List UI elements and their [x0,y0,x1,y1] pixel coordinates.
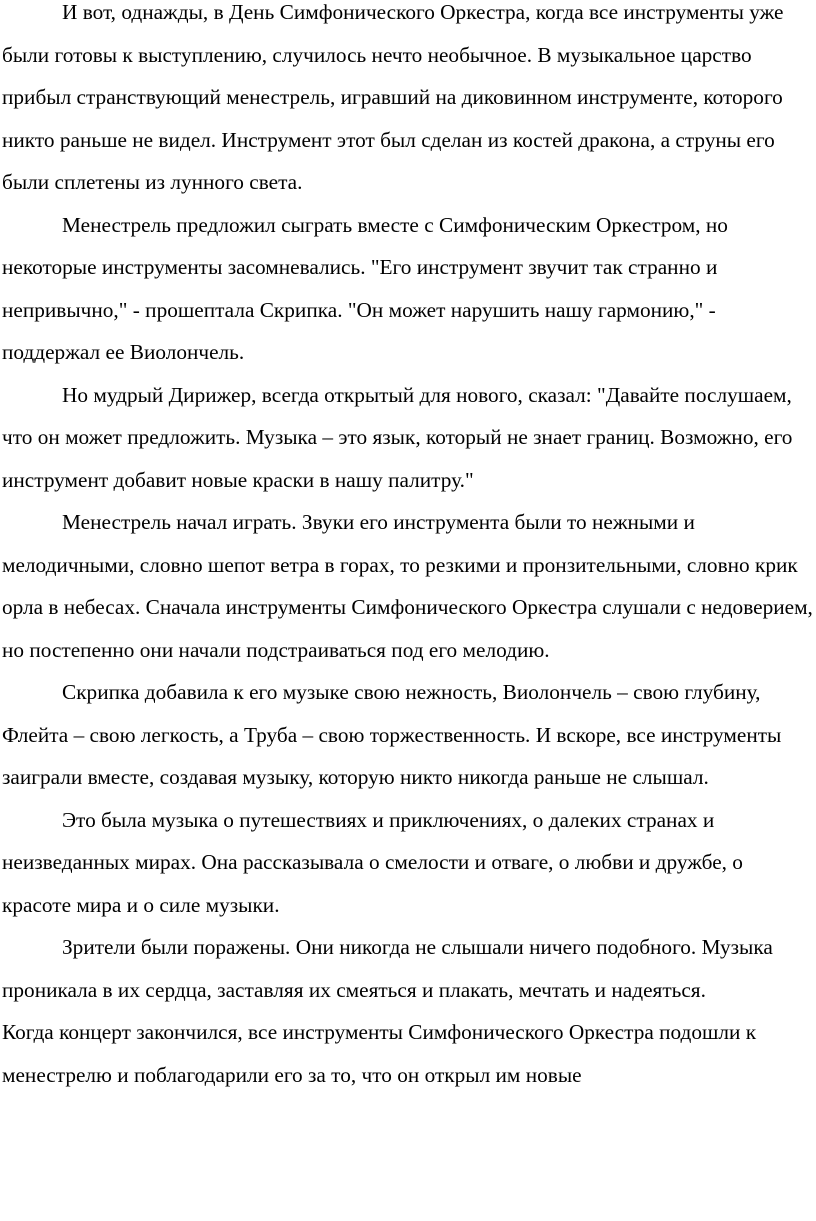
paragraph-8: Когда концерт закончился, все инструменты Симфонического Оркестра подошли к менестрелю и поблагодарили его за то, что он открыл им новые [2,1020,757,1087]
paragraph-3: Но мудрый Дирижер, всегда открытый для нового, сказал: "Давайте послушаем, что он может предложить. Музыка – это язык, который не знает границ. Возможно, его инструмент добавит новые краски в нашу палитру." [2,382,793,492]
paragraph-4: Менестрель начал играть. Звуки его инструмента были то нежными и мелодичными, словно шепот ветра в горах, то резкими и пронзительными, словно крик орла в небесах. Сначала инструменты Симфонического Оркестра слушали с недоверием, но постепенно они начали подстраиваться под его мелодию. [2,510,813,662]
paragraph-7: Зрители были поражены. Они никогда не слышали ничего подобного. Музыка проникала в их сердца, заставляя их смеяться и плакать, мечтать и надеяться. [2,935,773,1002]
paragraph-2: Менестрель предложил сыграть вместе с Симфоническим Оркестром, но некоторые инструменты засомневались. "Его инструмент звучит так странно и непривычно," - прошептала Скрипка. "Он может нарушить нашу гармонию," - поддержал ее Виолончель. [2,212,728,364]
paragraph-1: И вот, однажды, в День Симфонического Оркестра, когда все инструменты уже были готовы к выступлению, случилось нечто необычное. В музыкальное царство прибыл странствующий менестрель, игравший на диковинном инструменте, которого никто раньше не видел. Инструмент этот был сделан из костей дракона, а струны его были сплетены из лунного света. [2,0,784,194]
paragraph-6: Это была музыка о путешествиях и приключениях, о далеких странах и неизведанных мирах. Она рассказывала о смелости и отваге, о любви и дружбе, о красоте мира и о силе музыки. [2,807,743,917]
paragraph-5: Скрипка добавила к его музыке свою нежность, Виолончель – свою глубину, Флейта – свою легкость, а Труба – свою торжественность. И вскоре, все инструменты заиграли вместе, создавая музыку, которую никто никогда раньше не слышал. [2,680,782,789]
